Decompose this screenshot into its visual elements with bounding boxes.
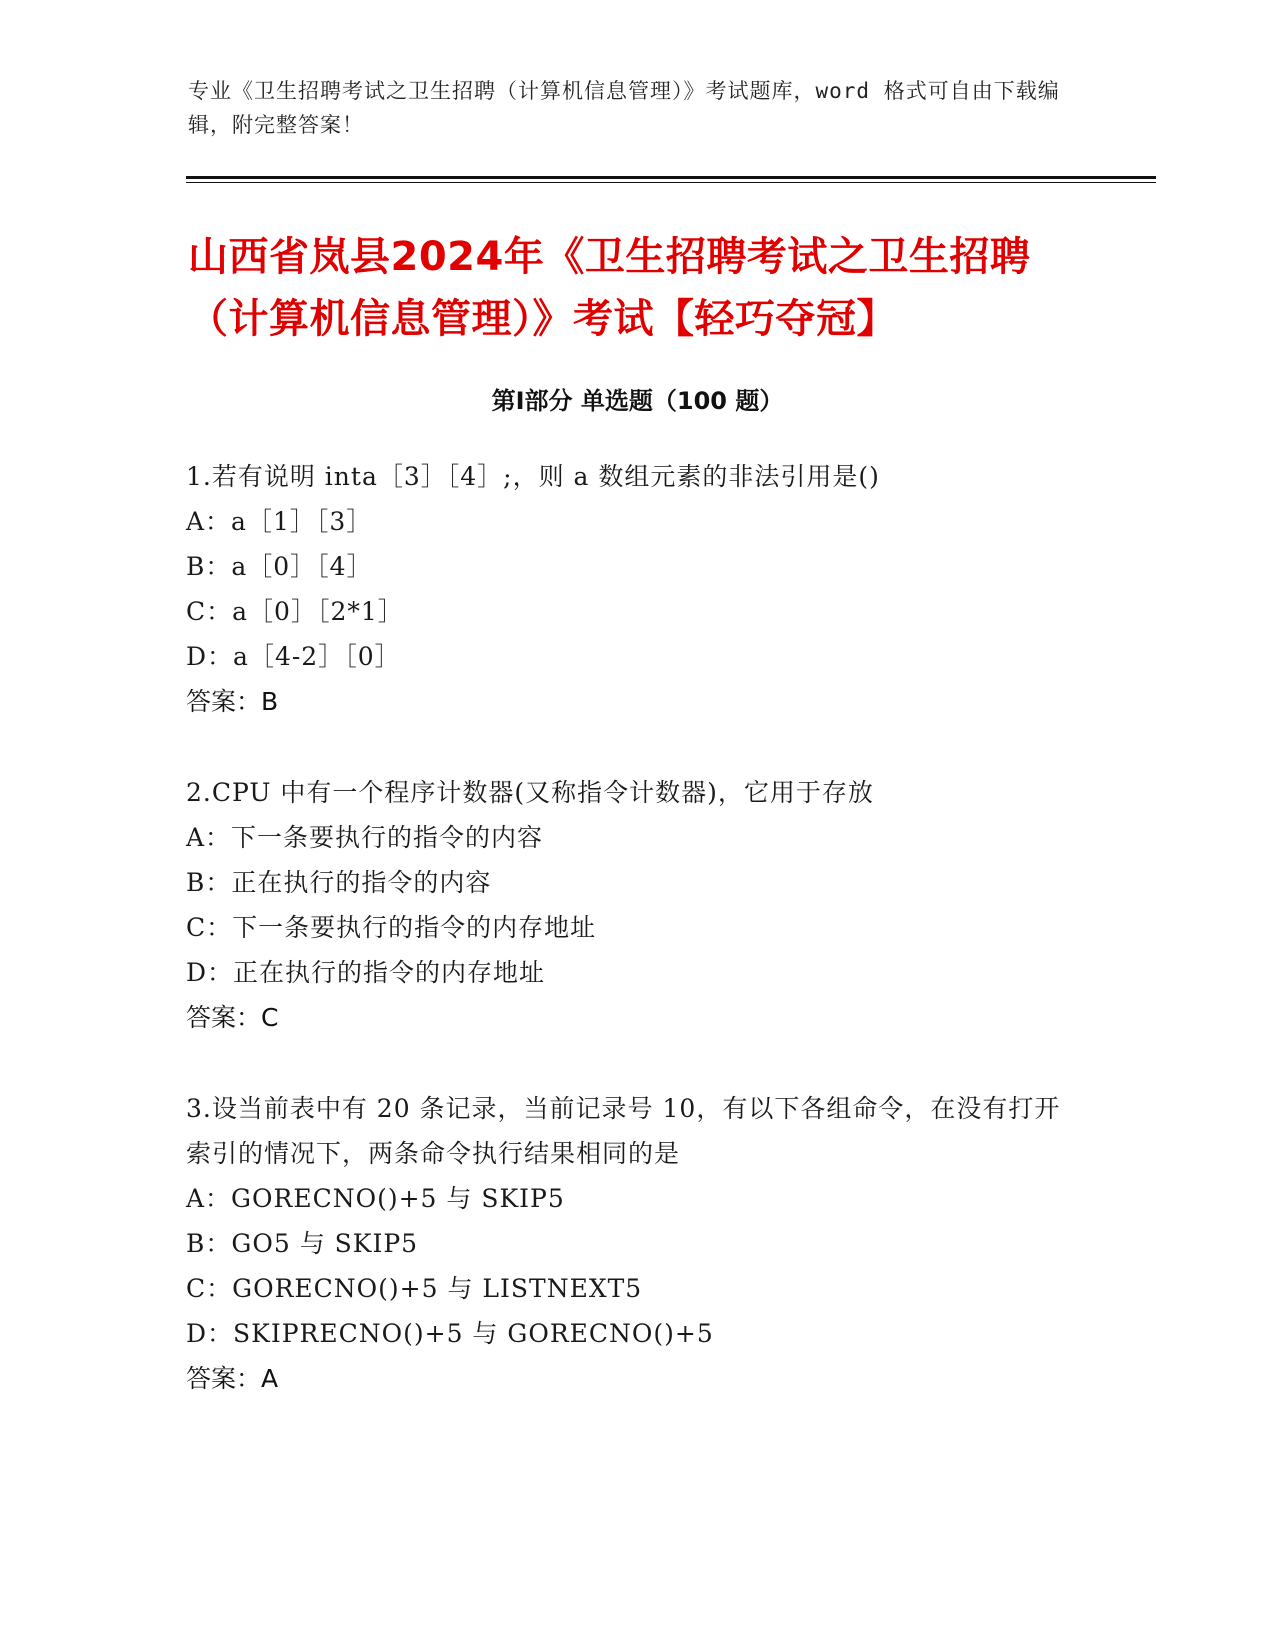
option-c: C：a［0］［2*1］ <box>186 597 404 626</box>
option-c: C：下一条要执行的指令的内存地址 <box>186 913 597 942</box>
answer: 答案：C <box>186 1003 279 1032</box>
option-a: A：下一条要执行的指令的内容 <box>186 823 544 852</box>
header-note: 专业《卫生招聘考试之卫生招聘（计算机信息管理）》考试题库，word 格式可自由下载编辑，附完整答案！ <box>188 79 1060 137</box>
option-c: C：GORECNO()+5 与 LISTNEXT5 <box>186 1274 643 1303</box>
option-b: B：GO5 与 SKIP5 <box>186 1229 419 1258</box>
question-stem: 1.若有说明 inta［3］［4］;，则 a 数组元素的非法引用是() <box>186 462 880 491</box>
document-title: 山西省岚县2024年《卫生招聘考试之卫生招聘（计算机信息管理）》考试【轻巧夺冠】 <box>188 234 1031 342</box>
header-divider-thick <box>186 176 1156 179</box>
option-b: B：a［0］［4］ <box>186 552 373 581</box>
question-stem: 2.CPU 中有一个程序计数器(又称指令计数器)，它用于存放 <box>186 778 874 807</box>
option-b: B：正在执行的指令的内容 <box>186 868 492 897</box>
option-d: D：a［4-2］［0］ <box>186 642 401 671</box>
question-3 <box>186 1086 1086 1401</box>
question-stem: 3.设当前表中有 20 条记录，当前记录号 10，有以下各组命令，在没有打开索引的情况下，两条命令执行结果相同的是 <box>186 1094 1061 1168</box>
option-a: A：a［1］［3］ <box>186 507 373 536</box>
question-1 <box>186 454 1086 724</box>
answer: 答案：A <box>186 1364 279 1393</box>
option-d: D：SKIPRECNO()+5 与 GORECNO()+5 <box>186 1319 714 1348</box>
section-heading: 第Ⅰ部分 单选题（100 题） <box>491 387 784 415</box>
answer: 答案：B <box>186 687 279 716</box>
option-d: D：正在执行的指令的内存地址 <box>186 958 546 987</box>
question-2 <box>186 770 1086 1040</box>
option-a: A：GORECNO()+5 与 SKIP5 <box>186 1184 565 1213</box>
header-divider-thin <box>186 182 1156 183</box>
